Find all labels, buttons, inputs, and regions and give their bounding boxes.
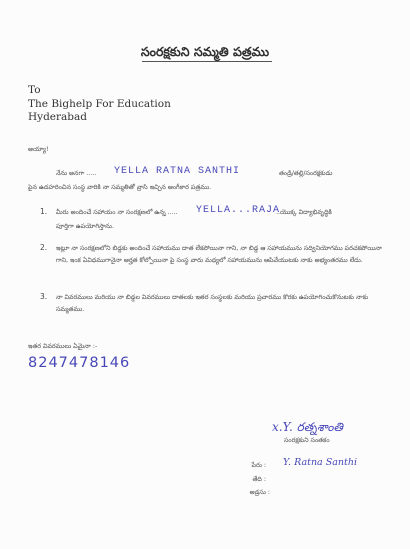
address-org: The Bighelp For Education: [28, 98, 171, 110]
point-1-number: 1.: [40, 207, 48, 216]
name-handwritten: Y. Ratna Santhi: [283, 457, 358, 468]
document-title: సంరక్షకుని సమ్మతి పత్రము: [140, 44, 270, 59]
signature-handwritten: x.Y. రత్నశాంతి: [272, 420, 343, 434]
point-1-prefix: మీరు అందించే సహాయం నా సంరక్షణలో ఉన్న .....: [56, 209, 178, 216]
address-label: అడ్రసు :: [249, 489, 270, 496]
intro-line2: పైన ఉదహరించిన సంస్థ వారికి నా సమ్మతితో వ్రాసి ఇచ్చిన అంగీకార పత్రము.: [28, 184, 212, 191]
point-1-suffix: ..యొక్క విద్యాభివృద్ధికి: [276, 209, 332, 216]
address-city: Hyderabad: [28, 111, 88, 123]
date-label: తేది :: [252, 476, 266, 483]
other-details-label: ఇతర వివరములు ఏమైనా :-: [28, 343, 98, 350]
point-2-number: 2.: [40, 243, 48, 252]
point-3-number: 3.: [40, 292, 48, 301]
intro-suffix: తండ్రి/తల్లి/సంరక్షకుడు: [279, 170, 333, 177]
phone-number-handwritten: 8247478146: [28, 355, 131, 371]
salutation: అయ్యా!: [28, 146, 49, 153]
student-name-handwritten: YELLA...RAJA: [196, 205, 281, 216]
signature-label: సంరక్షకుని సంతకం: [284, 437, 330, 444]
address-to: To: [28, 84, 41, 96]
name-label: పేరు :: [251, 462, 266, 469]
point-1-line2: పూర్తిగా ఉపయోగిస్తాను.: [56, 223, 114, 230]
point-2-text: ఇట్లూ నా సంరక్షణలోని బిడ్డకు అందించే సహాయము దాత లేకపోయినా గాని, నా బిడ్డ ఆ సహాయమును సద్వినియోగము పరచకపోయినా గాని, ఇంక ఏవిధముగానైనా అర్హత కోల్పోయినా పై సంస్థ వారు మధ్యలో సహాయమును ఆపివేయుటకు నాకు అభ్యంతరము లేదు.: [56, 245, 382, 264]
point-3-text: నా వివరములు మరియు నా బిడ్డల వివరములు దాతలకు ఇతర సంస్థలకు మరియు ప్రచారము కొరకు ఉపయోగించుకొనుటకు నాకు సమ్మతము.: [56, 294, 369, 313]
title-underline: [142, 61, 272, 62]
guardian-name-handwritten: YELLA RATNA SANTHI: [114, 166, 241, 177]
intro-prefix: నేను అనగా .....: [56, 170, 97, 177]
